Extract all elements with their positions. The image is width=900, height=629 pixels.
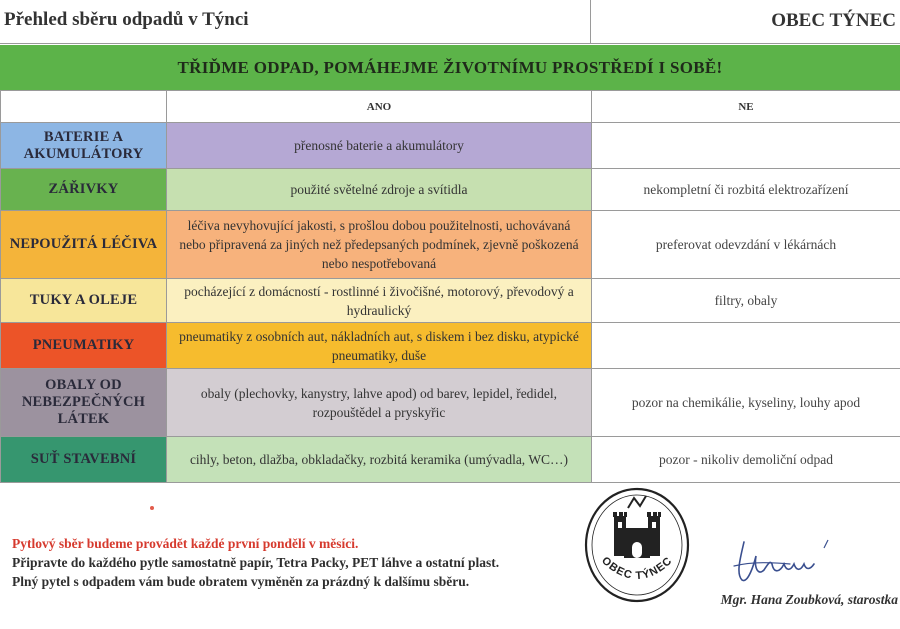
waste-category: SUŤ STAVEBNÍ bbox=[1, 437, 167, 483]
waste-table bbox=[0, 90, 900, 483]
seal-text: OBEC TÝNEC bbox=[599, 554, 675, 583]
footer-line-2: Připravte do každého pytle samostatně papír, Tetra Packy, PET láhve a ostatní plast. bbox=[12, 555, 500, 570]
signature bbox=[730, 534, 840, 594]
table-row bbox=[1, 323, 900, 369]
accepted-items: použité světelné zdroje a svítidla bbox=[167, 169, 592, 211]
rejected-items: preferovat odevzdání v lékárnách bbox=[592, 211, 900, 279]
table-row bbox=[1, 123, 900, 169]
page-title: Přehled sběru odpadů v Týnci bbox=[4, 9, 249, 30]
table-row bbox=[1, 437, 900, 483]
rejected-items: pozor na chemikálie, kyseliny, louhy apod bbox=[592, 369, 900, 437]
table-header-row bbox=[1, 91, 900, 123]
column-header-no: NE bbox=[592, 91, 900, 123]
table-row bbox=[1, 211, 900, 279]
rejected-items: nekompletní či rozbitá elektrozařízení bbox=[592, 169, 900, 211]
rejected-items: pozor - nikoliv demoliční odpad bbox=[592, 437, 900, 483]
accepted-items: pocházející z domácností - rostlinné i živočišné, motorový, převodový a hydraulický bbox=[167, 279, 592, 323]
rejected-items bbox=[592, 323, 900, 369]
town-name: OBEC TÝNEC bbox=[771, 10, 896, 31]
footer-notice bbox=[12, 534, 499, 591]
accepted-items: pneumatiky z osobních aut, nákladních aut, s diskem i bez disku, atypické pneumatiky, duše bbox=[167, 323, 592, 369]
rejected-items bbox=[592, 123, 900, 169]
waste-category: OBALY OD NEBEZPEČNÝCH LÁTEK bbox=[1, 369, 167, 437]
header bbox=[0, 0, 900, 44]
accepted-items: obaly (plechovky, kanystry, lahve apod) od barev, lepidel, ředidel, rozpouštědel a pryskyřic bbox=[167, 369, 592, 437]
table-row bbox=[1, 279, 900, 323]
accepted-items: přenosné baterie a akumulátory bbox=[167, 123, 592, 169]
header-divider bbox=[590, 0, 591, 44]
table-row bbox=[1, 369, 900, 437]
table-body bbox=[1, 123, 900, 483]
signer-name: Mgr. Hana Zoubková, starostka bbox=[720, 592, 898, 607]
footer-line-1: Pytlový sběr budeme provádět každé první pondělí v měsíci. bbox=[12, 536, 359, 551]
table-row bbox=[1, 169, 900, 211]
rejected-items: filtry, obaly bbox=[592, 279, 900, 323]
slogan-banner: TŘIĎME ODPAD, POMÁHEJME ŽIVOTNÍMU PROSTŘEDÍ I SOBĚ! bbox=[0, 45, 900, 90]
decorative-dot bbox=[150, 506, 154, 510]
waste-category: BATERIE A AKUMULÁTORY bbox=[1, 123, 167, 169]
footer-line-3: Plný pytel s odpadem vám bude obratem vyměněn za prázdný k dalšímu sběru. bbox=[12, 574, 470, 589]
column-header-yes: ANO bbox=[167, 91, 592, 123]
column-header-category bbox=[1, 91, 167, 123]
accepted-items: léčiva nevyhovující jakosti, s prošlou dobou použitelnosti, uchovávaná nebo připravená za jiných než předepsaných podmínek, zjevně poškozená nebo nespotřebovaná bbox=[167, 211, 592, 279]
waste-category: ZÁŘIVKY bbox=[1, 169, 167, 211]
waste-category: NEPOUŽITÁ LÉČIVA bbox=[1, 211, 167, 279]
waste-category: PNEUMATIKY bbox=[1, 323, 167, 369]
municipal-seal bbox=[584, 486, 690, 604]
waste-category: TUKY A OLEJE bbox=[1, 279, 167, 323]
accepted-items: cihly, beton, dlažba, obkladačky, rozbitá keramika (umývadla, WC…) bbox=[167, 437, 592, 483]
